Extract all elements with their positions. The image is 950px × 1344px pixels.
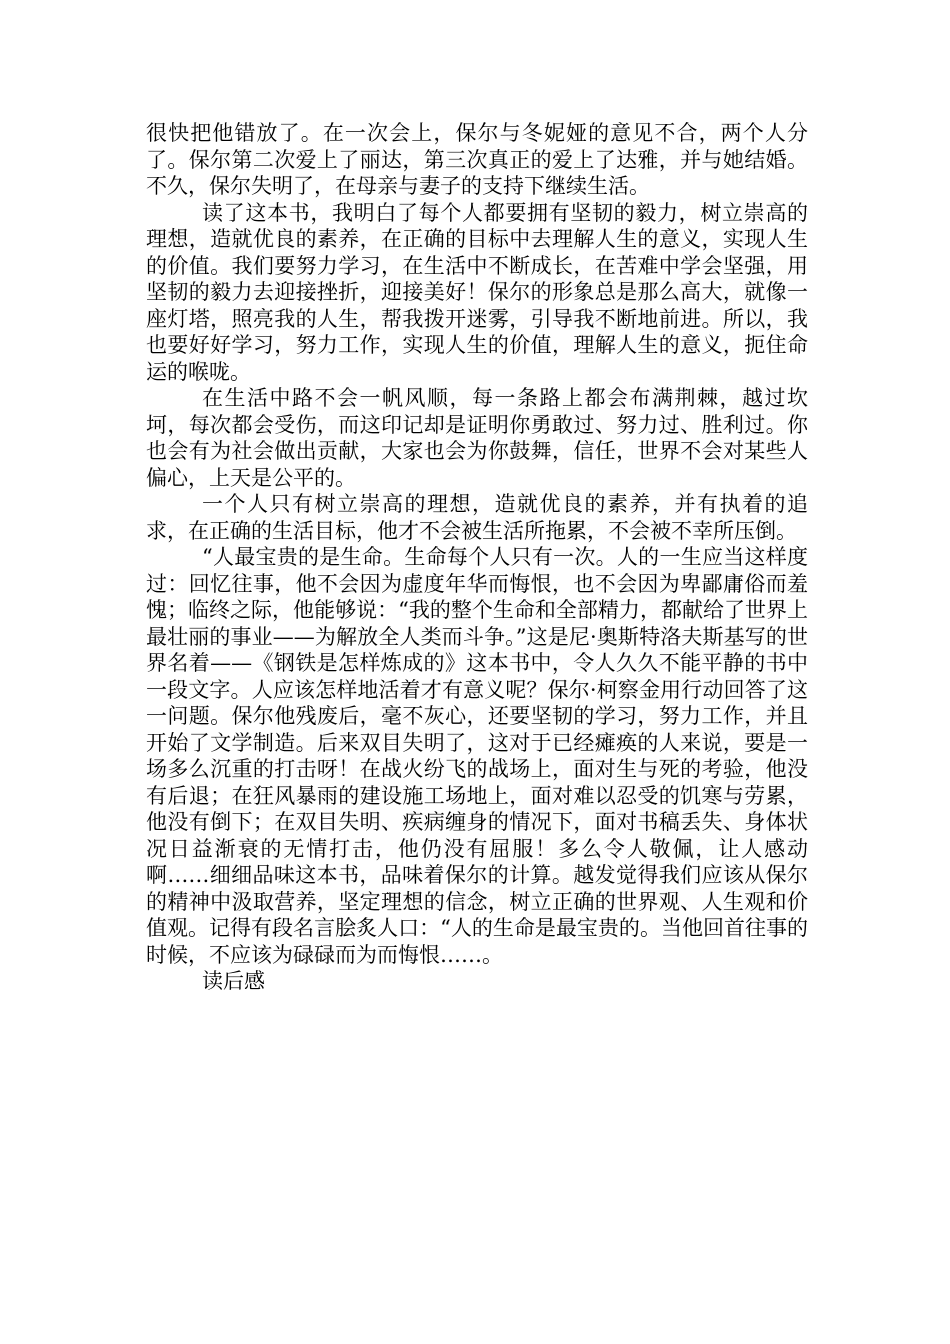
- paragraph-continuation: 很快把他错放了。在一次会上，保尔与冬妮娅的意见不合，两个人分了。保尔第二次爱上了丽达，第三次真正的爱上了达雅，并与她结婚。不久，保尔失明了，在母亲与妻子的支持下继续生活。: [146, 121, 808, 198]
- paragraph-quote: “人最宝贵的是生命。生命每个人只有一次。人的一生应当这样度过：回忆往事，他不会因为虚度年华而悔恨，也不会因为卑鄙庸俗而羞愧；临终之际，他能够说：“我的整个生命和全部精力，都献给了世界上最壮丽的事业——为解放全人类而斗争。”这是尼·奥斯特洛夫斯基写的世界名着——《钢铁是怎样炼成的》这本书中，令人久久不能平静的书中一段文字。人应该怎样地活着才有意义呢？保尔·柯察金用行动回答了这一问题。保尔他残废后，毫不灰心，还要坚韧的学习，努力工作，并且开始了文学制造。后来双目失明了，这对于已经瘫痪的人来说，要是一场多么沉重的打击呀！在战火纷飞的战场上，面对生与死的考验，他没有后退；在狂风暴雨的建设施工场地上，面对难以忍受的饥寒与劳累，他没有倒下；在双目失明、疾病缠身的情况下，面对书稿丢失、身体状况日益渐衰的无情打击，他仍没有屈服！多么令人敬佩，让人感动啊……细细品味这本书，品味着保尔的计算。越发觉得我们应该从保尔的精神中汲取营养，坚定理想的信念，树立正确的世界观、人生观和价值观。记得有段名言脍炙人口：“人的生命是最宝贵的。当他回首往事的时候，不应该为碌碌而为而悔恨……。: [146, 545, 808, 967]
- paragraph-ideals: 一个人只有树立崇高的理想，造就优良的素养，并有执着的追求，在正确的生活目标，他才不会被生活所拖累，不会被不幸所压倒。: [146, 492, 808, 543]
- footer-label: 读后感: [202, 969, 265, 993]
- document-body: [146, 120, 808, 995]
- paragraph-reflection: 读了这本书，我明白了每个人都要拥有坚韧的毅力，树立崇高的理想，造就优良的素养，在正确的目标中去理解人生的意义，实现人生的价值。我们要努力学习，在生活中不断成长，在苦难中学会坚强，用坚韧的毅力去迎接挫折，迎接美好！保尔的形象总是那么高大，就像一座灯塔，照亮我的人生，帮我拨开迷雾，引导我不断地前进。所以，我也要好好学习，努力工作，实现人生的价值，理解人生的意义，扼住命运的喉咙。: [146, 200, 808, 384]
- paragraph-life-road: 在生活中路不会一帆风顺，每一条路上都会布满荆棘，越过坎坷，每次都会受伤，而这印记却是证明你勇敢过、努力过、胜利过。你也会有为社会做出贡献，大家也会为你鼓舞，信任，世界不会对某些人偏心，上天是公平的。: [146, 386, 808, 490]
